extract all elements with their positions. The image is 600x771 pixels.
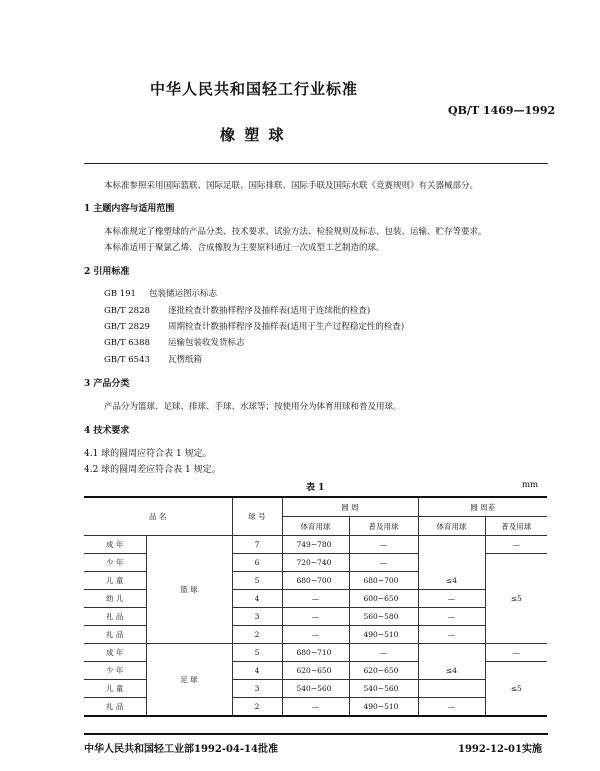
row-diff-sports-empty (418, 680, 485, 698)
circumference-table (84, 496, 547, 717)
row-popular-circumference: 620~650 (349, 662, 418, 680)
row-name: 礼 品 (84, 626, 146, 644)
row-diff-sports: — (418, 608, 485, 626)
section-2-heading: 2 引用标准 (84, 267, 130, 277)
reference-title: 包装储运图示标志 (149, 289, 218, 299)
row-name: 成 年 (84, 536, 146, 554)
row-number: 3 (232, 608, 282, 626)
reference-item (104, 336, 245, 348)
row-diff-sports: — (418, 626, 485, 644)
reference-title: 瓦楞纸箱 (168, 355, 203, 365)
basketball-diff-popular: ≤5 (485, 554, 547, 644)
row-popular-circumference: — (349, 554, 418, 572)
standard-authority-title: 中华人民共和国轻工行业标准 (150, 80, 359, 98)
reference-title: 运输包装收发货标志 (168, 338, 245, 348)
row-sports-circumference: 540~560 (282, 680, 349, 698)
row-sports-circumference: — (282, 626, 349, 644)
reference-item (104, 304, 370, 316)
row-number: 4 (232, 590, 282, 608)
header-diff-sports-ball: 体育用球 (418, 517, 485, 536)
row-sports-circumference: — (282, 608, 349, 626)
row-popular-circumference: 490~510 (349, 698, 418, 717)
row-name: 礼 品 (84, 698, 146, 717)
effective-date-line: 1992-12-01实施 (458, 744, 542, 755)
approval-line: 中华人民共和国轻工业部1992-04-14批准 (84, 744, 278, 755)
football-diff-sports: ≤4 (418, 662, 485, 680)
row-popular-circumference: 600~650 (349, 590, 418, 608)
row-name: 幼 儿 (84, 590, 146, 608)
row-name: 少 年 (84, 662, 146, 680)
header-rule (84, 163, 548, 164)
row-sports-circumference: 620~650 (282, 662, 349, 680)
header-product: 品 名 (84, 497, 232, 536)
requirement-4-1: 4.1 球的圆周应符合表 1 规定。 (84, 449, 212, 459)
row-popular-circumference: 680~700 (349, 572, 418, 590)
table-header-row (84, 497, 547, 517)
table-caption: 表 1 (306, 483, 325, 493)
header-diff-popular-ball: 普及用球 (485, 517, 547, 536)
header-circumference: 圆 周 (282, 497, 418, 517)
section-1-heading: 1 主题内容与适用范围 (84, 204, 175, 214)
reference-code: GB/T 6543 (104, 355, 150, 365)
row-number: 7 (232, 536, 282, 554)
row-diff-sports: — (418, 698, 485, 717)
row-diff-sports-empty (418, 644, 485, 662)
section-1-paragraph-1: 本标准规定了橡塑球的产品分类、技术要求、试验方法、检验规则及标志、包装、运输、贮存等要求。 (104, 227, 487, 237)
row-sports-circumference: — (282, 698, 349, 717)
table-row (84, 536, 547, 554)
reference-item (104, 353, 202, 365)
section-3-paragraph: 产品分为篮球、足球、排球、手球、水球等；按使用分为体育用球和普及用球。 (104, 402, 402, 412)
header-sports-ball: 体育用球 (282, 517, 349, 536)
table-unit: mm (522, 480, 539, 490)
footer-rule (84, 733, 548, 735)
row-number: 4 (232, 662, 282, 680)
row-sports-circumference: 680~710 (282, 644, 349, 662)
header-popular-ball: 普及用球 (349, 517, 418, 536)
header-circumference-difference: 圆 周差 (418, 497, 547, 517)
football-diff-popular: ≤5 (485, 662, 547, 717)
row-name: 儿 童 (84, 572, 146, 590)
row-number: 6 (232, 554, 282, 572)
requirement-4-2: 4.2 球的圆周差应符合表 1 规定。 (84, 465, 221, 475)
row-popular-circumference: 540~560 (349, 680, 418, 698)
section-1-paragraph-2: 本标准适用于聚氯乙烯、合成橡胶为主要原料通过一次成型工艺制造的球。 (104, 243, 385, 253)
row-popular-circumference: 560~580 (349, 608, 418, 626)
row-diff-sports: — (418, 590, 485, 608)
row-number: 2 (232, 698, 282, 717)
row-popular-circumference: — (349, 644, 418, 662)
row-name: 礼 品 (84, 608, 146, 626)
row-number: 5 (232, 572, 282, 590)
row-sports-circumference: — (282, 590, 349, 608)
intro-paragraph: 本标准参照采用国际篮联、国际足联、国际排联、国际手联及国际水联《竞赛规则》有关器械部分。 (104, 181, 479, 191)
reference-item (104, 320, 404, 332)
row-popular-circumference: — (349, 536, 418, 554)
basketball-diff-sports: ≤4 (418, 572, 485, 590)
row-number: 2 (232, 626, 282, 644)
row-sports-circumference: 680~700 (282, 572, 349, 590)
reference-code: GB/T 2829 (104, 322, 150, 332)
row-number: 5 (232, 644, 282, 662)
row-sports-circumference: 720~740 (282, 554, 349, 572)
category-football: 足 球 (146, 644, 232, 717)
category-basketball: 篮 球 (146, 536, 232, 644)
reference-title: 周期检查计数抽样程序及抽样表(适用于生产过程稳定性的检查) (168, 322, 405, 332)
row-diff-popular: — (485, 644, 547, 662)
section-4-heading: 4 技术要求 (84, 426, 130, 436)
reference-code: GB/T 6388 (104, 338, 150, 348)
document-title: 橡 塑 球 (220, 126, 286, 144)
row-popular-circumference: 490~510 (349, 626, 418, 644)
row-name: 成 年 (84, 644, 146, 662)
reference-item (104, 287, 217, 299)
standard-code: QB/T 1469—1992 (448, 104, 556, 117)
reference-title: 逐批检查计数抽样程序及抽样表(适用于连续批的检查) (168, 306, 371, 316)
header-ball-number: 球 号 (232, 497, 282, 536)
row-name: 少 年 (84, 554, 146, 572)
section-3-heading: 3 产品分类 (84, 379, 130, 389)
row-sports-circumference: 749~780 (282, 536, 349, 554)
reference-code: GB 191 (104, 289, 136, 299)
row-diff-popular: — (485, 536, 547, 554)
row-name: 儿 童 (84, 680, 146, 698)
row-number: 3 (232, 680, 282, 698)
row-diff-sports-empty (418, 536, 485, 572)
reference-code: GB/T 2828 (104, 306, 150, 316)
table-row (84, 644, 547, 662)
